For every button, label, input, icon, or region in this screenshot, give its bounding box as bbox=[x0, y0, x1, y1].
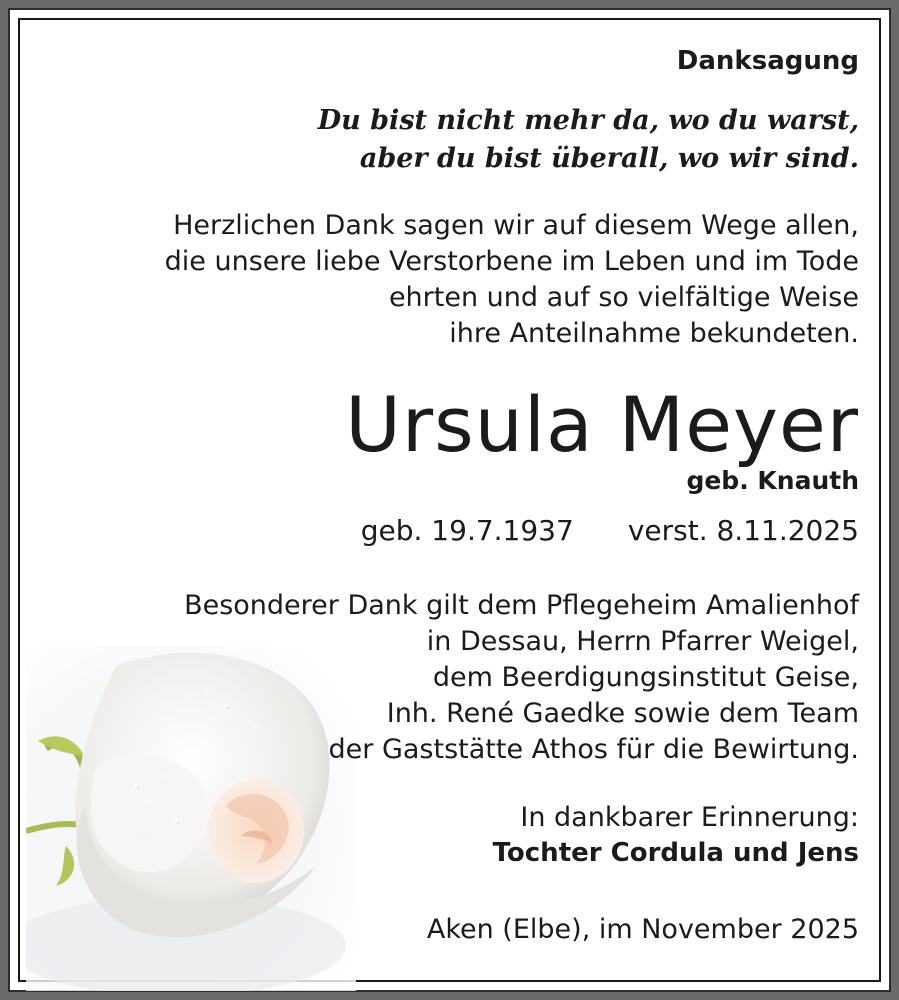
quote-line: aber du bist überall, wo wir sind. bbox=[359, 143, 859, 174]
intro-line: ihre Anteilnahme bekundeten. bbox=[449, 318, 859, 349]
thanks-line: Besonderer Dank gilt dem Pflegeheim Amalienhof bbox=[184, 590, 859, 621]
thanks-line: in Dessau, Herrn Pfarrer Weigel, bbox=[426, 626, 859, 657]
thanks-line: dem Beerdigungsinstitut Geise, bbox=[432, 662, 859, 693]
thanks-line: der Gaststätte Athos für die Bewirtung. bbox=[328, 734, 859, 765]
quote-line: Du bist nicht mehr da, wo du warst, bbox=[317, 105, 859, 136]
birth-date: geb. 19.7.1937 bbox=[360, 514, 574, 547]
death-date: verst. 8.11.2025 bbox=[627, 514, 859, 547]
intro-line: ehrten und auf so vielfältige Weise bbox=[388, 282, 859, 313]
place-date: Aken (Elbe), im November 2025 bbox=[426, 914, 859, 945]
intro-line: die unsere liebe Verstorbene im Leben und im Tode bbox=[164, 246, 859, 277]
notice-heading: Danksagung bbox=[676, 46, 859, 76]
birth-name: geb. Knauth bbox=[686, 466, 859, 495]
signers: Tochter Cordula und Jens bbox=[492, 838, 859, 868]
life-dates bbox=[361, 514, 859, 547]
white-rose-image bbox=[26, 646, 356, 991]
memory-line: In dankbarer Erinnerung: bbox=[520, 802, 859, 833]
deceased-name: Ursula Meyer bbox=[345, 380, 859, 469]
intro-line: Herzlichen Dank sagen wir auf diesem Wege allen, bbox=[173, 210, 859, 241]
thanks-line: Inh. René Gaedke sowie dem Team bbox=[386, 698, 859, 729]
